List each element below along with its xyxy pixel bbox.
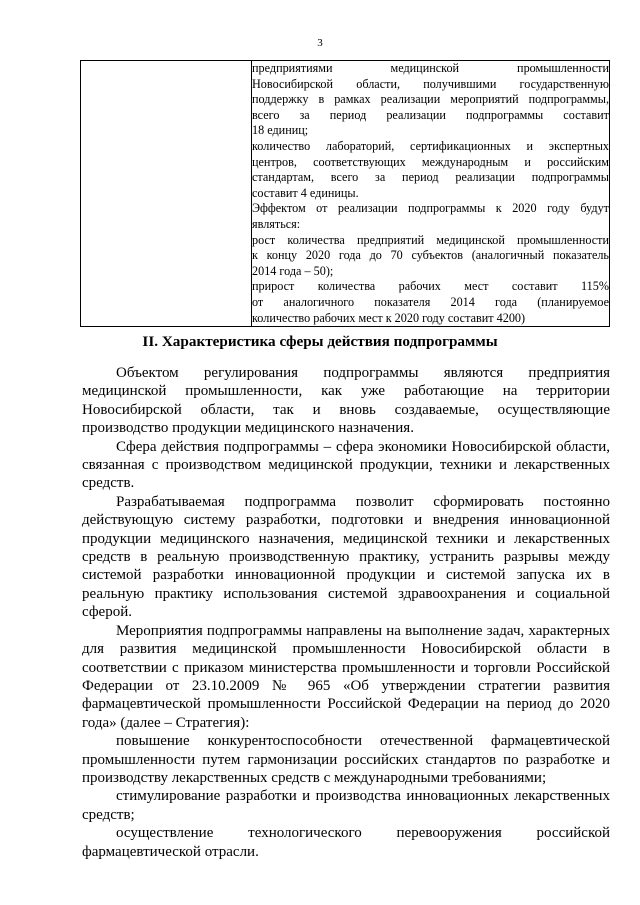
body-paragraph: повышение конкурентоспособности отечественной фармацевтической промышленности путем гармонизации российских стандартов по разработке и производству лекарственных средств с международными требованиями;: [82, 733, 610, 786]
body-paragraph: Объектом регулирования подпрограммы являются предприятия медицинской промышленности, как уже работающие на территории Новосибирской области, так и вновь создаваемые, осуществляющие производство продукции медицинского назначения.: [82, 365, 610, 437]
table-cell-line: всего за период реализации подпрограммы составит: [252, 107, 609, 122]
page-number: 3: [317, 37, 323, 49]
table-cell-line: к концу 2020 года до 70 субъектов (аналогичный показатель: [252, 248, 609, 263]
table-cell-line: Новосибирской области, получившими государственную: [252, 76, 609, 91]
table-cell-line: стандартам, всего за период реализации подпрограммы: [252, 170, 609, 185]
body-paragraph: Разрабатываемая подпрограмма позволит сформировать постоянно действующую систему разработки, подготовки и внедрения инновационной продукции медицинского назначения, медицинской техники и лекарственных средств в реальную производственную практику, устранить разрывы между системой разработки инновационной продукции и системой запуска их в реальную практику использования системой здравоохранения и социальной сферой.: [82, 493, 610, 621]
table-cell-content: [252, 61, 610, 327]
table-cell-line: прирост количества рабочих мест составит 115%: [252, 279, 609, 294]
table-cell-label: [81, 61, 252, 327]
table-cell-line: от аналогичного показателя 2014 года (планируемое: [252, 294, 609, 309]
table-cell-line: Эффектом от реализации подпрограммы к 2020 году будут: [252, 201, 609, 216]
body-paragraph: стимулирование разработки и производства инновационных лекарственных средств;: [82, 788, 610, 823]
table-cell-line: 2014 года – 50);: [252, 263, 334, 278]
body-paragraph: Сфера действия подпрограммы – сфера экономики Новосибирской области, связанная с производством медицинской продукции, техники и лекарственных средств.: [82, 438, 610, 492]
table-cell-line: количество лабораторий, сертификационных и экспертных: [252, 138, 609, 153]
table-cell-line: 18 единиц;: [252, 123, 309, 138]
section-body: [82, 364, 610, 861]
table-cell-line: рост количества предприятий медицинской промышленности: [252, 232, 609, 247]
table-cell-line: составит 4 единицы.: [252, 185, 359, 200]
table-cell-line: предприятиями медицинской промышленности: [252, 61, 609, 75]
table-cell-line: центров, соответствующих международным и российским: [252, 154, 609, 169]
body-paragraph: Мероприятия подпрограммы направлены на выполнение задач, характерных для развития медицинской промышленности Новосибирской области в соответствии с приказом министерства промышленности и торговли Российской Федерации от 23.10.2009 № 965 «Об утверждении стратегии развития фармацевтической промышленности Российской Федерации на период до 2020 года» (далее – Стратегия):: [82, 622, 610, 731]
table-cell-line: поддержку в рамках реализации мероприятий подпрограммы,: [252, 92, 609, 107]
table-cell-line: количество рабочих мест к 2020 году составит 4200): [252, 310, 526, 325]
section-heading: II. Характеристика сферы действия подпрограммы: [142, 333, 498, 350]
table-row: [81, 61, 610, 327]
table-cell-line: являться:: [252, 216, 301, 231]
body-paragraph: осуществление технологического перевооружения российской фармацевтической отрасли.: [82, 825, 610, 860]
passport-table: [80, 60, 610, 327]
